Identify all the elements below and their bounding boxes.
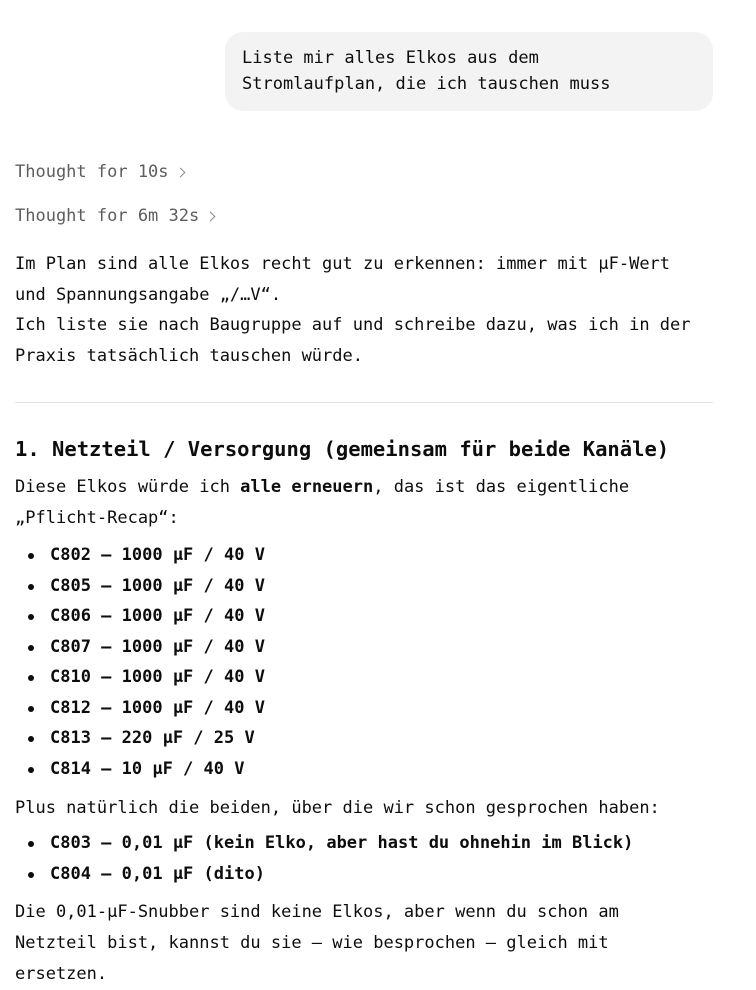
list-item: C807 – 1000 µF / 40 V xyxy=(15,632,713,663)
user-message-line: Liste mir alles Elkos aus dem xyxy=(242,48,539,68)
chevron-right-icon xyxy=(206,212,216,222)
intro-line: Praxis tatsächlich tauschen würde. xyxy=(15,345,363,366)
intro-line: Im Plan sind alle Elkos recht gut zu erkennen: immer mit µF-Wert xyxy=(15,254,671,274)
para-bold: alle erneuern xyxy=(240,477,374,497)
closing-paragraph xyxy=(15,897,713,990)
list-item: C803 – 0,01 µF (kein Elko, aber hast du ohnehin im Blick) xyxy=(15,828,713,859)
para-text: Diese Elkos würde ich xyxy=(15,477,241,497)
closing-line: Netzteil bist, kannst du sie – wie besprochen – gleich mit xyxy=(15,933,609,953)
closing-line: ersetzen. xyxy=(15,964,108,984)
thought-toggle-1[interactable] xyxy=(15,161,184,183)
para-text: , das ist das eigentliche xyxy=(373,477,630,497)
para-text: „Pflicht-Recap“: xyxy=(15,508,179,528)
user-message-row xyxy=(15,0,713,111)
intro-line: und Spannungsangabe „/…V“. xyxy=(15,284,282,305)
assistant-intro xyxy=(15,249,713,371)
thought-label: Thought for 6m 32s xyxy=(15,206,200,226)
thought-toggle-2[interactable] xyxy=(15,205,214,227)
thought-label: Thought for 10s xyxy=(15,162,169,182)
intro-line: Ich liste sie nach Baugruppe auf und schreibe dazu, was ich in der xyxy=(15,315,691,335)
list-item: C806 – 1000 µF / 40 V xyxy=(15,601,713,632)
list-item: C814 – 10 µF / 40 V xyxy=(15,754,713,785)
user-message-bubble xyxy=(225,32,713,111)
list-item: C805 – 1000 µF / 40 V xyxy=(15,571,713,602)
list-item: C812 – 1000 µF / 40 V xyxy=(15,693,713,724)
extra-paragraph: Plus natürlich die beiden, über die wir schon gesprochen haben: xyxy=(15,798,660,818)
list-item: C813 – 220 µF / 25 V xyxy=(15,723,713,754)
chat-thread xyxy=(15,0,713,990)
section-heading: 1. Netzteil / Versorgung (gemeinsam für beide Kanäle) xyxy=(15,437,670,461)
list-item: C810 – 1000 µF / 40 V xyxy=(15,662,713,693)
chevron-right-icon xyxy=(175,168,185,178)
divider xyxy=(15,402,713,403)
capacitor-list xyxy=(15,540,713,784)
closing-line: Die 0,01-µF-Snubber sind keine Elkos, aber wenn du schon am xyxy=(15,902,619,922)
section-paragraph xyxy=(15,472,713,534)
list-item: C804 – 0,01 µF (dito) xyxy=(15,859,713,890)
list-item: C802 – 1000 µF / 40 V xyxy=(15,540,713,571)
snubber-list xyxy=(15,828,713,889)
user-message-line: Stromlaufplan, die ich tauschen muss xyxy=(242,74,611,94)
